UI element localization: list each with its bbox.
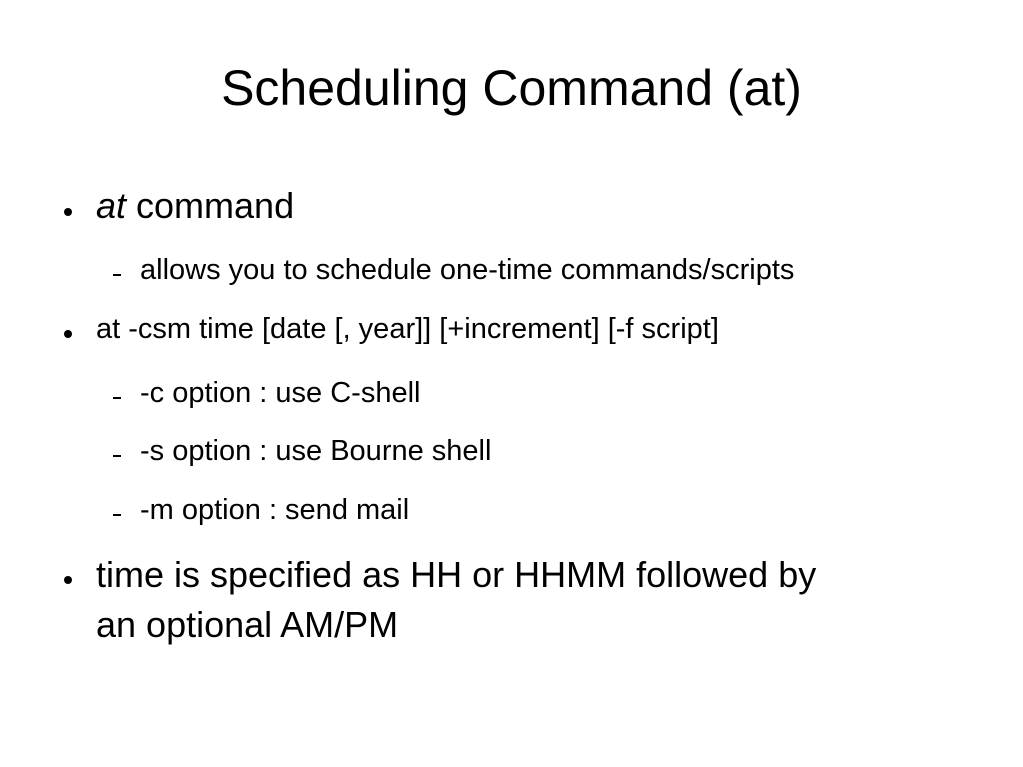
bullet-dot-icon — [64, 208, 72, 216]
bullet-text-line2: an optional AM/PM — [96, 604, 399, 645]
dash-icon — [113, 514, 121, 516]
subbullet-text: -s option : use Bourne shell — [140, 435, 492, 467]
dash-icon — [113, 397, 121, 399]
bullet-text-line1: time is specified as HH or HHMM followed by — [96, 554, 817, 595]
subbullet-text: -m option : send mail — [140, 494, 410, 526]
bullet-text-command: command — [126, 185, 295, 226]
slide-title: Scheduling Command (at) — [221, 60, 802, 116]
dash-icon — [113, 274, 121, 276]
dash-icon — [113, 455, 121, 457]
subbullet-text: -c option : use C-shell — [140, 377, 421, 409]
subbullet-text: allows you to schedule one-time commands/scripts — [140, 254, 795, 286]
bullet-italic-at: at — [96, 185, 127, 226]
bullet-text: at -csm time [date [, year]] [+increment] [-f script] — [96, 313, 719, 345]
bullet-dot-icon — [64, 576, 72, 584]
bullet-dot-icon — [64, 330, 72, 338]
